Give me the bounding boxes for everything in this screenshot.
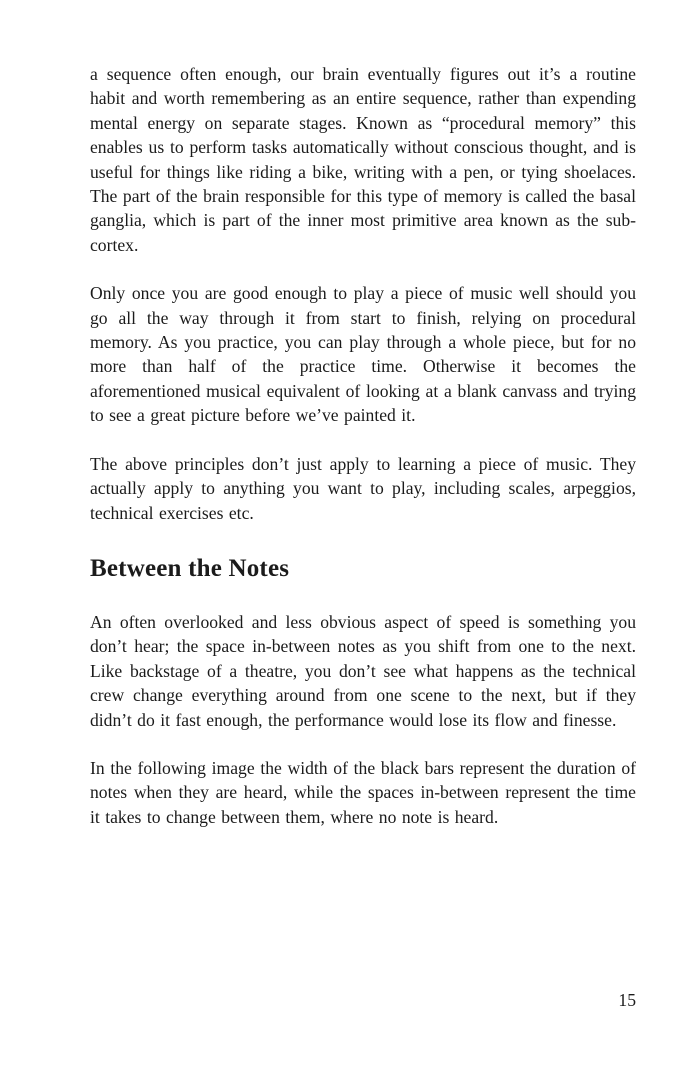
text-block	[90, 62, 636, 853]
paragraph-play-through: Only once you are good enough to play a piece of music well should you go all the way through it from start to finish, relying on procedural memory. As you practice, you can play through a whole piece, but for no more than half of the practice time. Otherwise it becomes the aforementioned musical equivalent of looking at a blank canvass and trying to see a great picture before we’ve painted it.	[90, 283, 636, 426]
page-number: 15	[618, 990, 636, 1010]
paragraph-procedural-memory: a sequence often enough, our brain eventually figures out it’s a routine habit and worth remembering as an entire sequence, rather than expending mental energy on separate stages. Known as “procedural memory” this enables us to perform tasks automatically without conscious thought, and is useful for things like riding a bike, writing with a pen, or tying shoelaces. The part of the brain responsible for this type of memory is called the basal ganglia, which is part of the inner most primitive area known as the sub-cortex.	[90, 64, 636, 255]
paragraph-black-bars: In the following image the width of the black bars represent the duration of notes when they are heard, while the spaces in-between represent the time it takes to change between them, where no note is heard.	[90, 757, 636, 827]
paragraph-above-principles: The above principles don’t just apply to learning a piece of music. They actually apply to anything you want to play, including scales, arpeggios, technical exercises etc.	[90, 453, 636, 523]
section-heading: Between the Notes	[90, 554, 290, 582]
paragraph-space-between-notes: An often overlooked and less obvious aspect of speed is something you don’t hear; the space in-between notes as you shift from one to the next. Like backstage of a theatre, you don’t see what happens as the technical crew change everything around from one scene to the next, but if they didn’t do it fast enough, the performance would lose its flow and finesse.	[90, 611, 636, 730]
